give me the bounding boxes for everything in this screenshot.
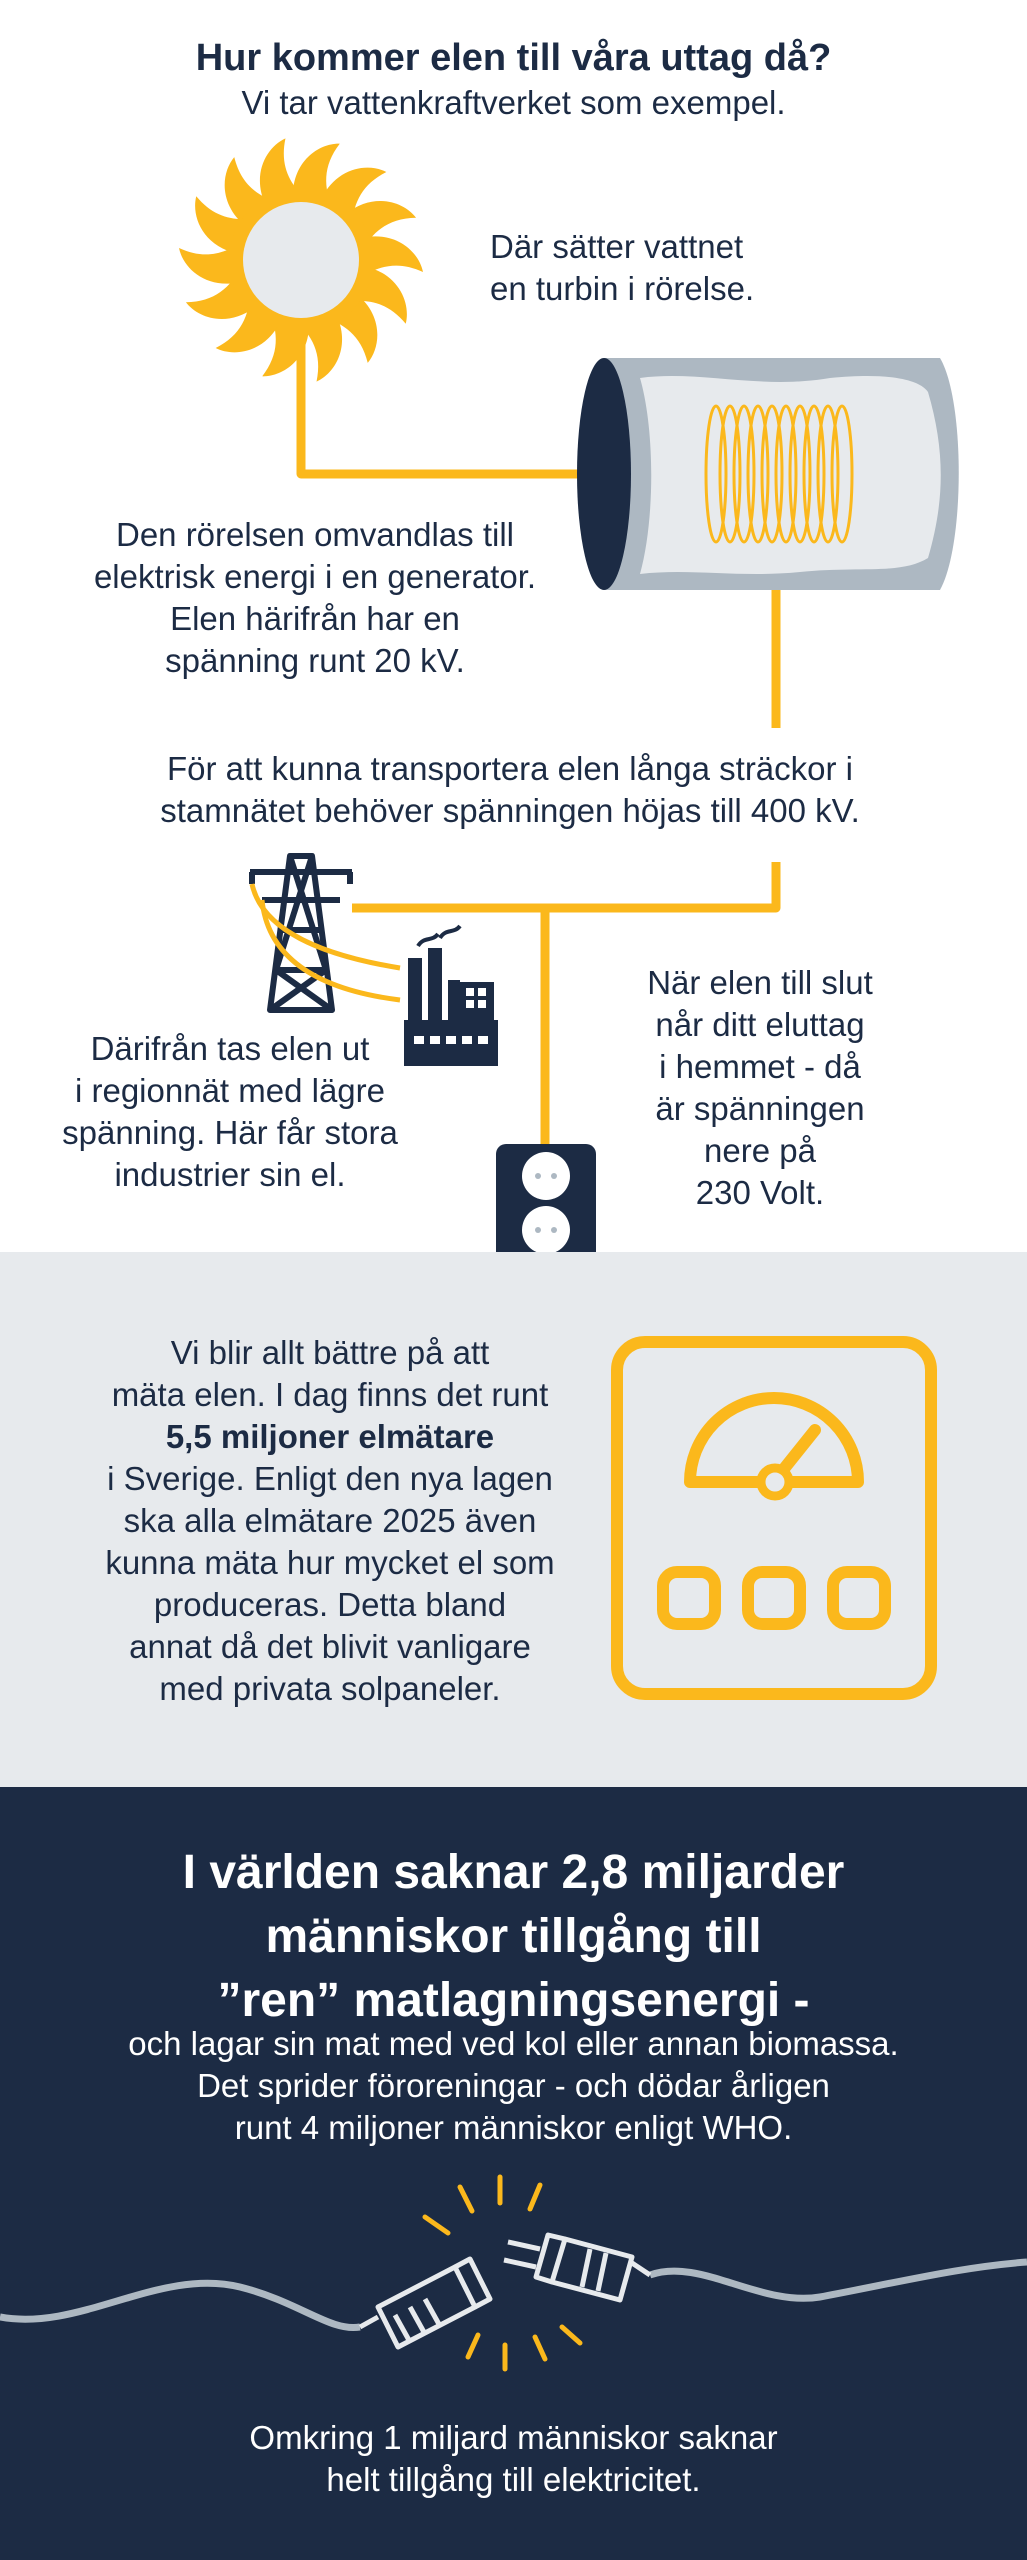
wire-turbine-generator xyxy=(301,330,604,474)
text-line: 230 Volt. xyxy=(695,1174,825,1211)
text-line: När elen till slut xyxy=(647,964,873,1001)
wall-outlet-icon xyxy=(496,1144,596,1252)
body-line: Det sprider föroreningar - och dödar årligen xyxy=(197,2067,830,2104)
step-turbine-text xyxy=(490,226,850,310)
page-title-text: Hur kommer elen till våra uttag då? xyxy=(195,37,832,79)
body-line: runt 4 miljoner människor enligt WHO. xyxy=(234,2109,793,2146)
meter-section xyxy=(0,1252,1027,1787)
text-line: industrier sin el. xyxy=(114,1156,346,1193)
turbine-icon xyxy=(179,136,423,384)
text-line: når ditt eluttag xyxy=(655,1006,865,1043)
body-line: och lagar sin mat med ved kol eller annan biomassa. xyxy=(128,2025,899,2062)
text-line: För att kunna transportera elen långa sträckor i xyxy=(166,750,854,787)
text-line: i Sverige. Enligt den nya lagen xyxy=(107,1460,553,1497)
page-subtitle: Vi tar vattenkraftverket som exempel. xyxy=(241,84,786,121)
footer-line: helt tillgång till elektricitet. xyxy=(326,2461,701,2498)
text-line: i regionnät med lägre xyxy=(74,1072,386,1109)
footer-line: Omkring 1 miljard människor saknar xyxy=(249,2419,778,2456)
text-line: en turbin i rörelse. xyxy=(490,270,755,307)
wire-grid-main xyxy=(352,862,776,908)
headline-line: ”ren” matlagningsenergi - xyxy=(217,1974,810,2027)
text-line: är spänningen xyxy=(655,1090,865,1127)
text-line: ska alla elmätare 2025 även xyxy=(123,1502,537,1539)
text-line: elektrisk energi i en generator. xyxy=(93,558,537,595)
world-footer xyxy=(0,2417,1027,2501)
generator-icon xyxy=(577,358,959,590)
text-line: stamnätet behöver spänningen höjas till 400 kV. xyxy=(160,792,860,829)
text-line: mäta elen. I dag finns det runt xyxy=(111,1376,549,1413)
text-line: i hemmet - då xyxy=(659,1048,861,1085)
world-section xyxy=(0,1787,1027,2560)
text-line: spänning runt 20 kV. xyxy=(165,642,465,679)
step-generator-text xyxy=(70,514,560,682)
text-line: nere på xyxy=(704,1132,816,1169)
step-outlet-text xyxy=(610,962,910,1214)
meter-highlight: 5,5 miljoner elmätare xyxy=(165,1418,495,1455)
text-line: produceras. Detta bland xyxy=(153,1586,507,1623)
headline-line: I världen saknar 2,8 miljarder xyxy=(182,1846,845,1899)
text-line: kunna mäta hur mycket el som xyxy=(105,1544,555,1581)
step-regional-text xyxy=(40,1028,420,1196)
text-line: annat då det blivit vanligare xyxy=(129,1628,531,1665)
electricity-meter-icon xyxy=(0,1252,1027,1787)
text-line: Där sätter vattnet xyxy=(490,228,744,265)
text-line: Den rörelsen omvandlas till xyxy=(115,516,514,553)
text-line: Elen härifrån har en xyxy=(170,600,460,637)
text-line: Därifrån tas elen ut xyxy=(90,1030,370,1067)
text-line: med privata solpaneler. xyxy=(159,1670,501,1707)
headline-line: människor tillgång till xyxy=(265,1910,762,1963)
text-line: spänning. Här får stora xyxy=(62,1114,398,1151)
step-transmission-text xyxy=(80,748,940,832)
text-line: Vi blir allt bättre på att xyxy=(170,1334,490,1371)
